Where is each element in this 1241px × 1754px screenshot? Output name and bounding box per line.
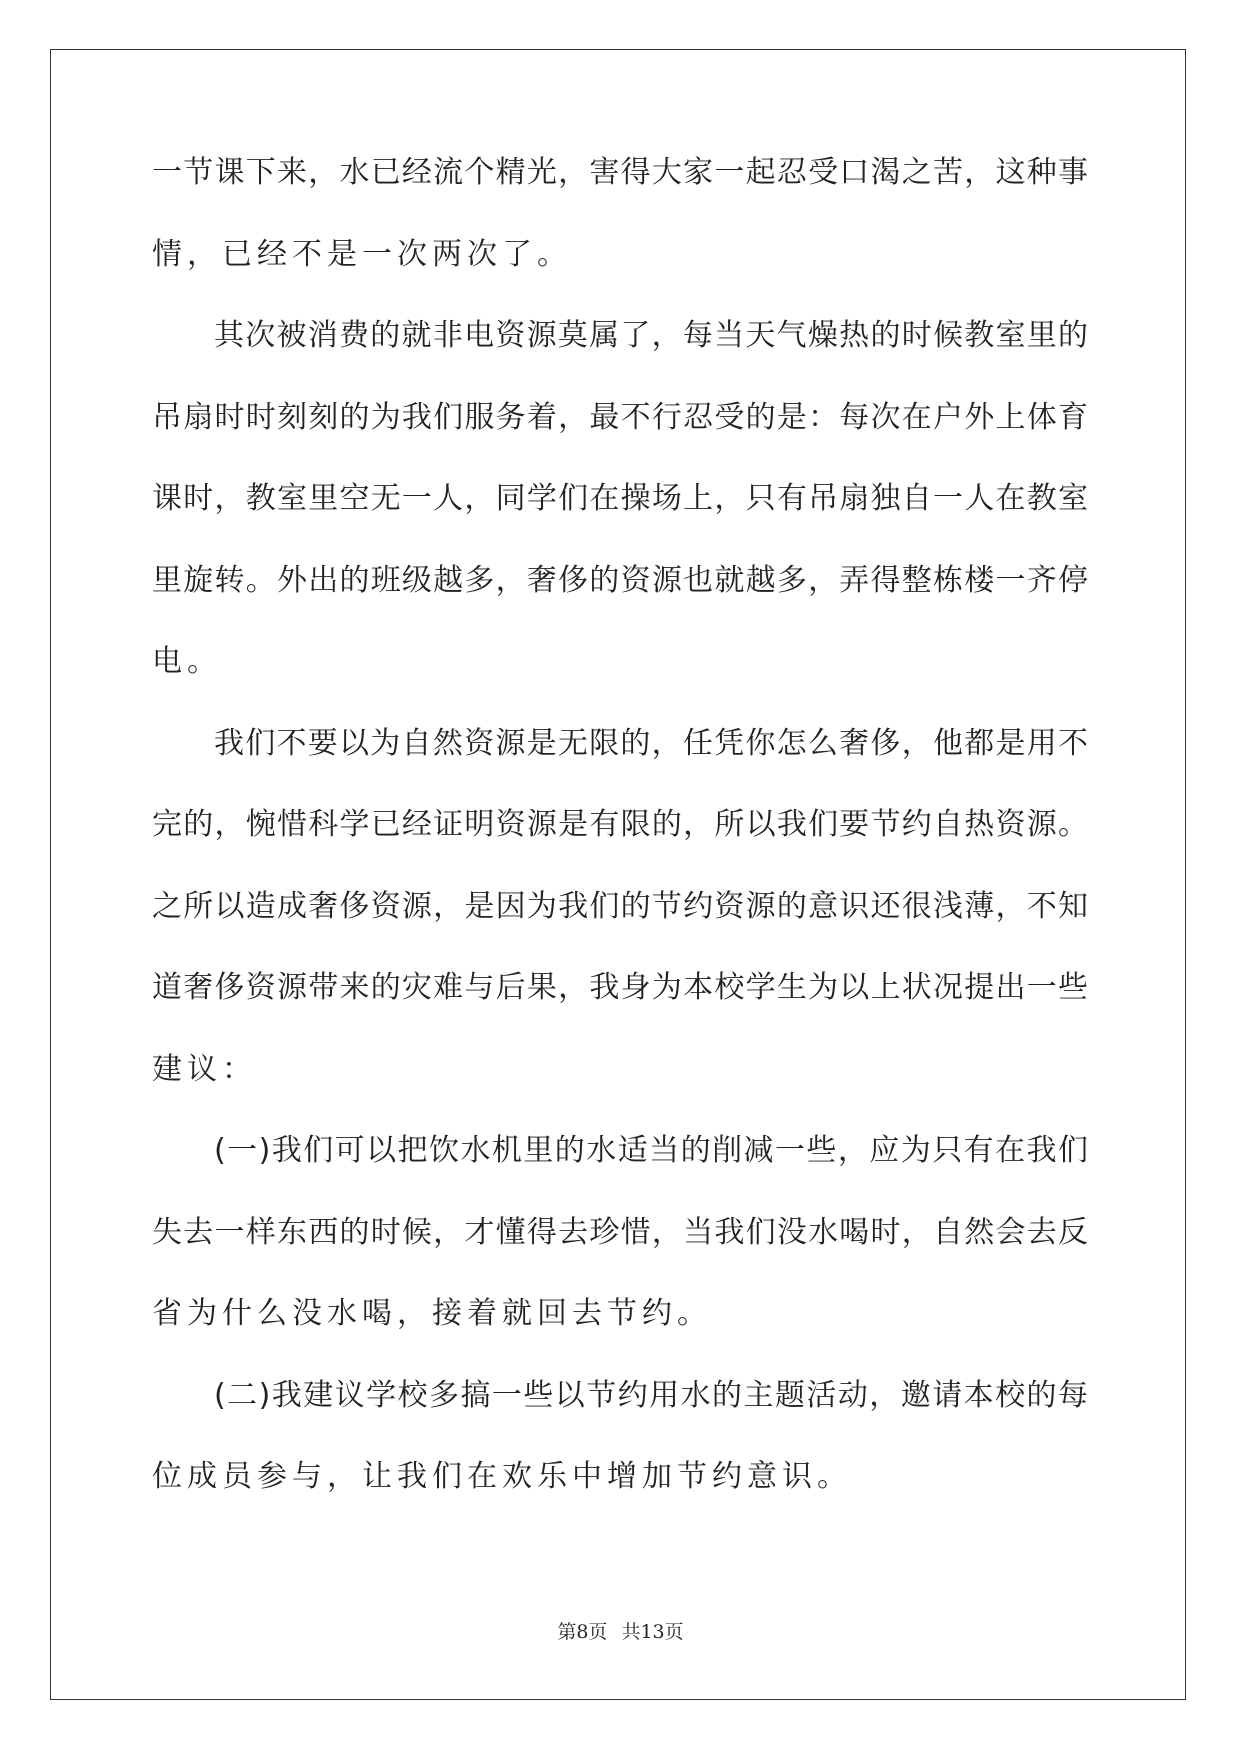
text-line: 其次被消费的就非电资源莫属了，每当天气燥热的时候教室里的 bbox=[214, 318, 1088, 353]
text-line: 完的，惋惜科学已经证明资源是有限的，所以我们要节约自热资源。 bbox=[152, 807, 1088, 842]
text-line: 课时，教室里空无一人，同学们在操场上，只有吊扇独自一人在教室 bbox=[152, 481, 1088, 516]
text-line: 失去一样东西的时候，才懂得去珍惜，当我们没水喝时，自然会去反 bbox=[152, 1214, 1088, 1250]
text-line: 里旋转。外出的班级越多，奢侈的资源也就越多，弄得整栋楼一齐停 bbox=[152, 562, 1088, 598]
text-line: 省为什么没水喝，接着就回去节约。 bbox=[152, 1296, 712, 1331]
text-line: 电。 bbox=[152, 644, 222, 679]
text-line: 吊扇时时刻刻的为我们服务着，最不行忍受的是：每次在户外上体育 bbox=[152, 399, 1088, 435]
text-line: 我们不要以为自然资源是无限的，任凭你怎么奢侈，他都是用不 bbox=[214, 725, 1088, 761]
page-footer bbox=[0, 1617, 1241, 1644]
text-line: 一节课下来，水已经流个精光，害得大家一起忍受口渴之苦，这种事 bbox=[152, 155, 1088, 190]
text-line: 道奢侈资源带来的灾难与后果，我身为本校学生为以上状况提出一些 bbox=[152, 970, 1088, 1005]
page-number: 第8页 bbox=[557, 1621, 608, 1643]
text-line: 之所以造成奢侈资源，是因为我们的节约资源的意识还很浅薄，不知 bbox=[152, 888, 1088, 924]
text-line: 情，已经不是一次两次了。 bbox=[152, 236, 572, 272]
document-body bbox=[152, 155, 1088, 1544]
text-line: (二)我建议学校多搞一些以节约用水的主题活动，邀请本校的每 bbox=[214, 1377, 1088, 1413]
page-total: 共13页 bbox=[621, 1621, 684, 1643]
text-line: 位成员参与，让我们在欢乐中增加节约意识。 bbox=[152, 1459, 852, 1494]
text-line: (一)我们可以把饮水机里的水适当的削减一些，应为只有在我们 bbox=[214, 1133, 1088, 1168]
text-line: 建议： bbox=[152, 1051, 257, 1087]
